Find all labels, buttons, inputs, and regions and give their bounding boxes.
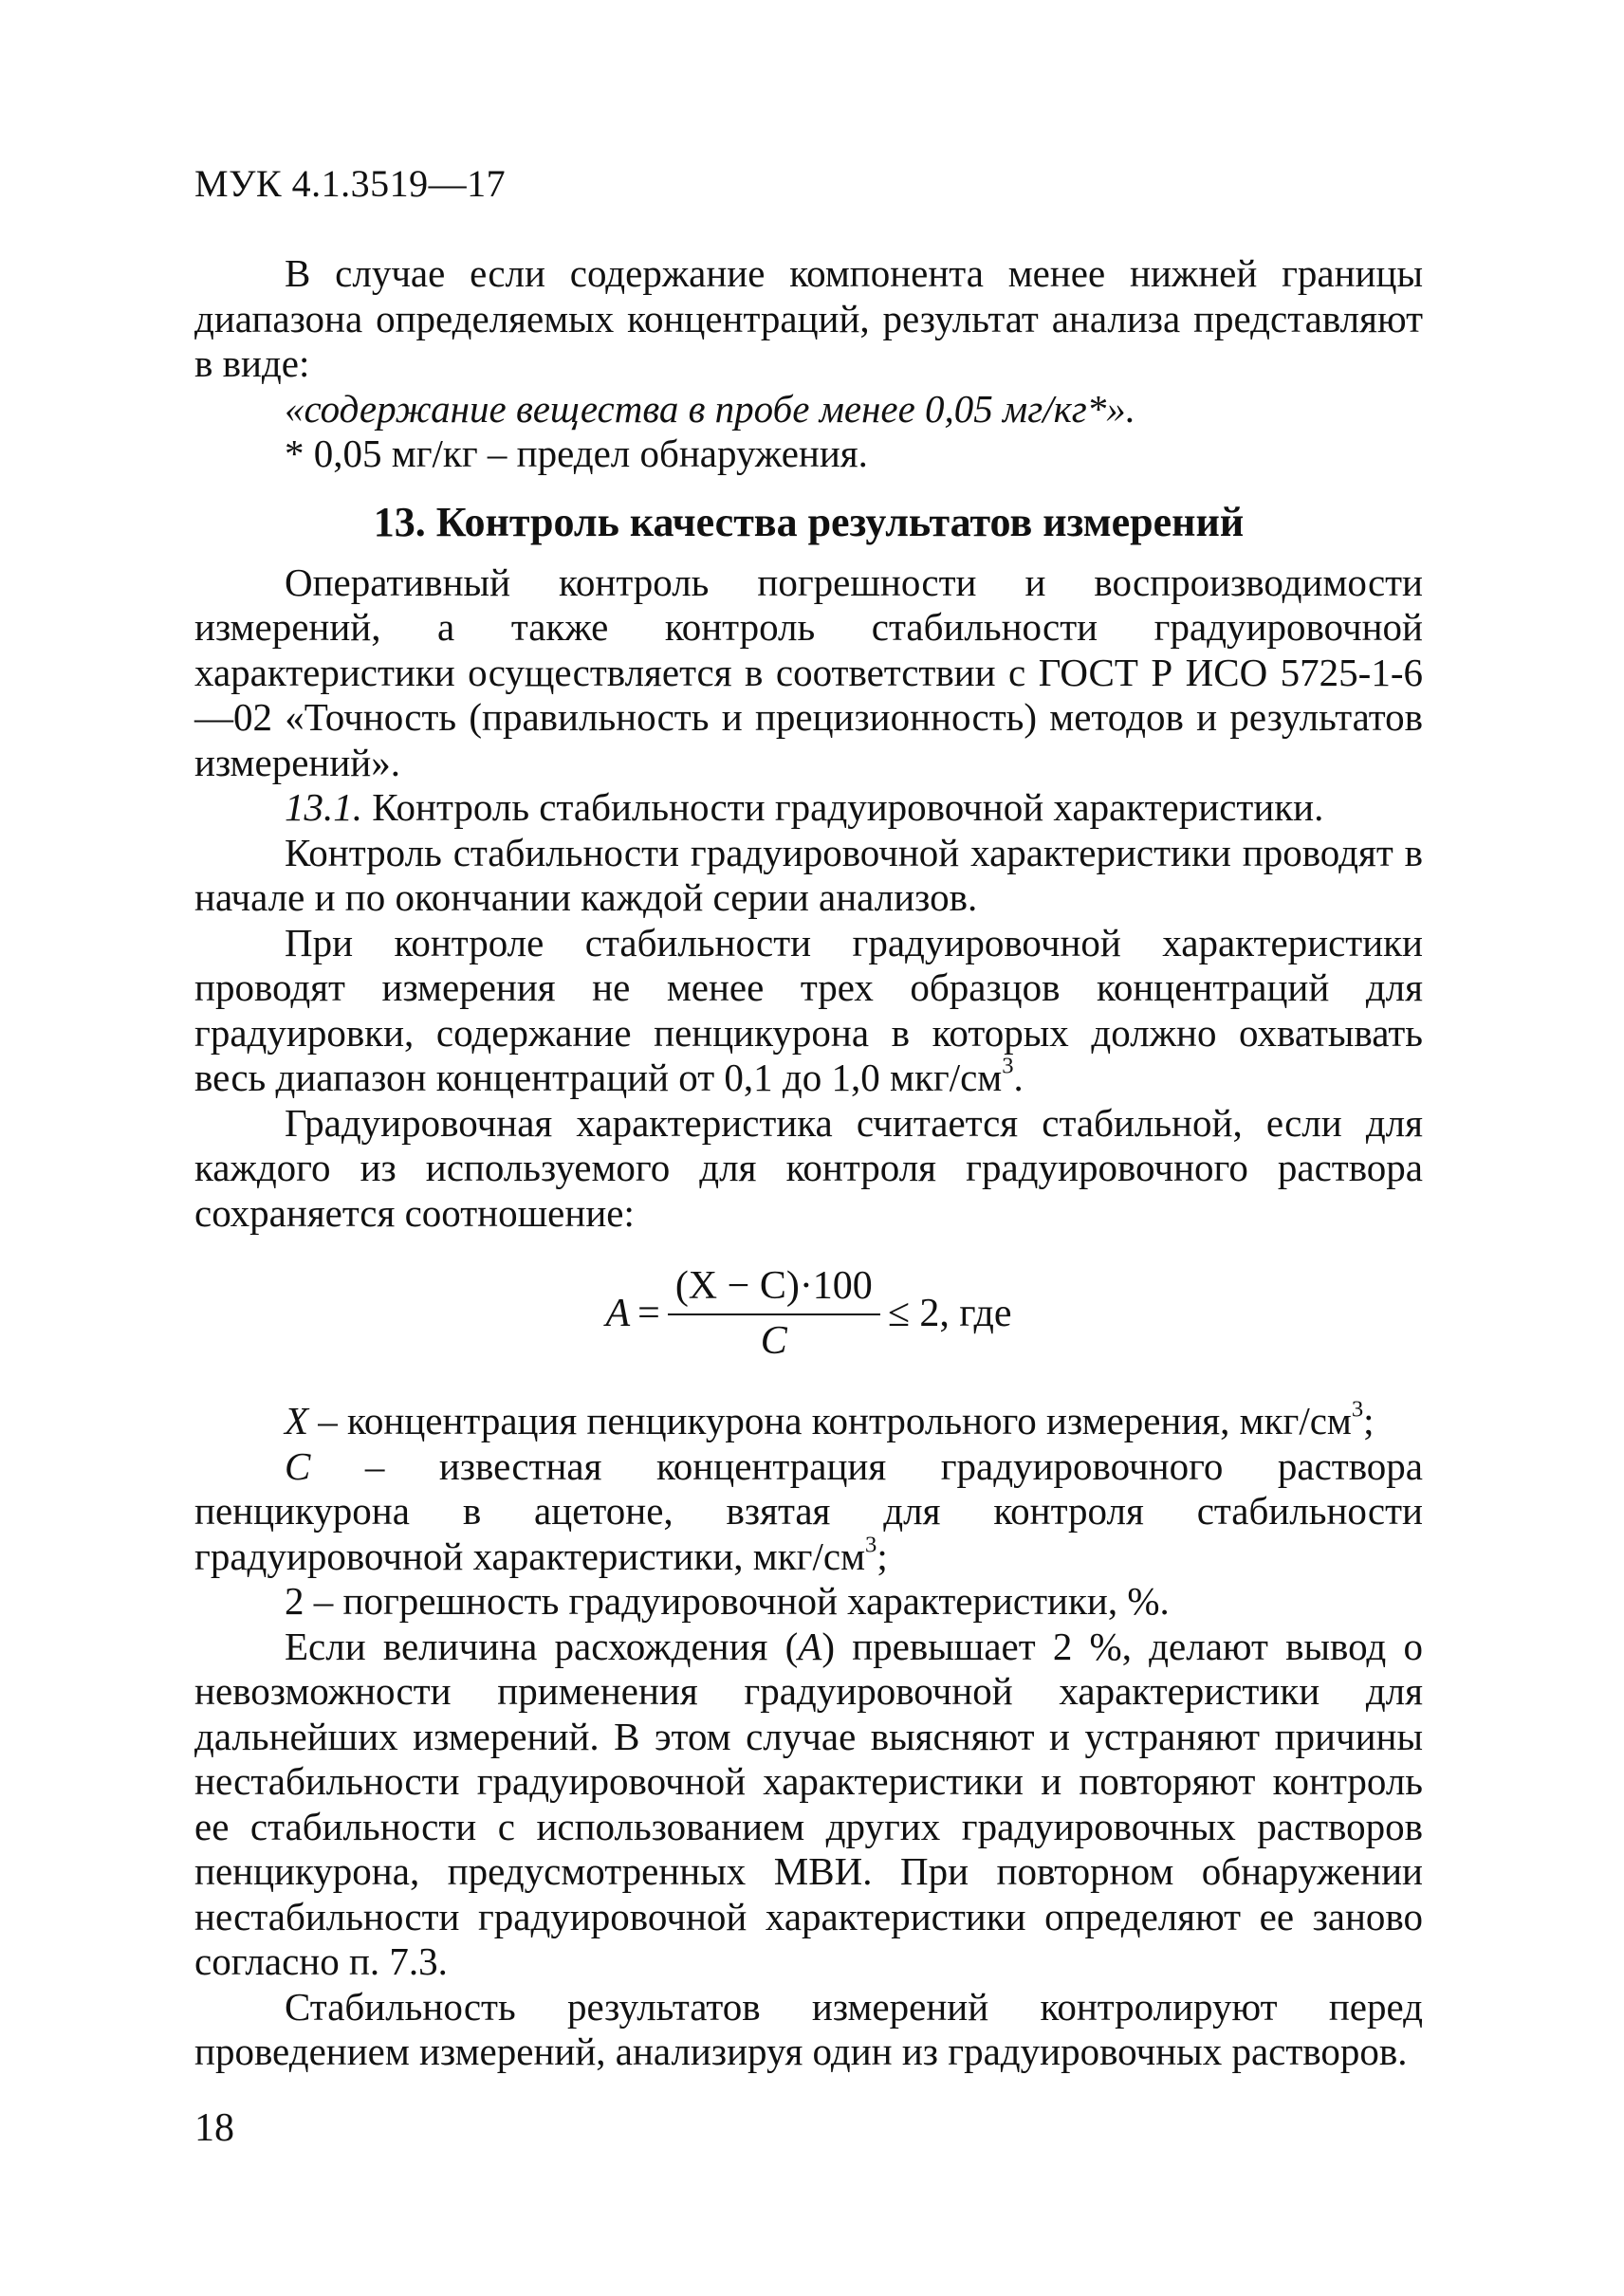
subsection-heading [194,785,1423,831]
definition-x-end: ; [1363,1399,1375,1443]
formula-denominator: C [760,1319,787,1364]
intro-paragraph: В случае если содержание компонента менее нижней границы диапазона определяемых концентраций, результат анализа представляют в виде: [194,251,1423,385]
definition-x-sup: 3 [1351,1396,1364,1423]
section-paragraph-1: Оперативный контроль погрешности и воспроизводимости измерений, а также контроль стабильности градуировочной характеристики осуществляется в соответствии с ГОСТ Р ИСО 5725-1-6—02 «Точность (правильность и прецизионность) методов и результатов измерений». [194,560,1423,784]
conclusion-p1-start: Если величина расхождения ( [285,1624,799,1668]
definition-x-text: – концентрация пенцикурона контрольного измерения, мкг/см [308,1399,1352,1443]
stability-formula [194,1264,1423,1363]
footnote: * 0,05 мг/кг – предел обнаружения. [285,432,868,475]
page-number: 18 [194,2106,234,2150]
page-content [194,251,1423,2075]
section-paragraph-3 [194,921,1423,1101]
italic-result-phrase: «содержание вещества в пробе менее 0,05 мг/кг*». [285,386,1136,431]
conclusion-paragraph-1 [194,1625,1423,1985]
section-heading: 13. Контроль качества результатов измерений [373,498,1245,545]
definition-two: 2 – погрешность градуировочной характеристики, %. [285,1579,1170,1624]
formula-rhs: ≤ 2, где [887,1292,1012,1336]
conclusion-var-a: A [798,1624,822,1668]
subsection-number: 13.1. [285,785,362,829]
var-x: X [285,1399,309,1443]
definition-c [194,1444,1423,1580]
section-paragraph-4: Градуировочная характеристика считается стабильной, если для каждого из используемого для контроля градуировочного раствора сохраняется соотношение: [194,1100,1423,1235]
definition-c-text: – известная концентрация градуировочного раствора пенцикурона в ацетоне, взятая для контроля стабильности градуировочной характеристики, мкг/см [194,1443,1423,1578]
section-paragraph-2: Контроль стабильности градуировочной характеристики проводят в начале и по окончании каждой серии анализов. [194,830,1423,919]
para3-superscript: 3 [1002,1053,1014,1079]
definition-c-end: ; [877,1534,888,1578]
definition-x [194,1396,1423,1444]
formula-lhs: A [605,1292,631,1336]
subsection-title: Контроль стабильности градуировочной характеристики. [362,785,1324,829]
formula-equals: = [637,1292,660,1336]
formula-fraction [668,1264,880,1363]
conclusion-p1-rest: ) превышает 2 %, делают вывод о невозможности применения градуировочной характеристики для дальнейших измерений. В этом случае выясняют и устраняют причины нестабильности градуировочной характеристики и повторяют контроль ее стабильности с использованием других градуировочных растворов пенцикурона, предусмотренных МВИ. При повторном обнаружении нестабильности градуировочной характеристики определяют ее заново согласно п. 7.3. [194,1624,1424,1984]
var-c: C [285,1443,311,1488]
formula-numerator: (X − C)·100 [668,1264,880,1315]
document-code-header: МУК 4.1.3519—17 [194,162,507,205]
para3-text: При контроле стабильности градуировочной характеристики проводят измерения не менее трех образцов концентраций для градуировки, содержание пенцикурона в которых должно охватывать весь диапазон концентраций от 0,1 до 1,0 мкг/см [194,920,1423,1099]
conclusion-paragraph-2: Стабильность результатов измерений контролируют перед проведением измерений, анализируя один из градуировочных растворов. [194,1984,1423,2074]
definition-c-sup: 3 [865,1532,877,1558]
para3-end: . [1013,1056,1024,1099]
